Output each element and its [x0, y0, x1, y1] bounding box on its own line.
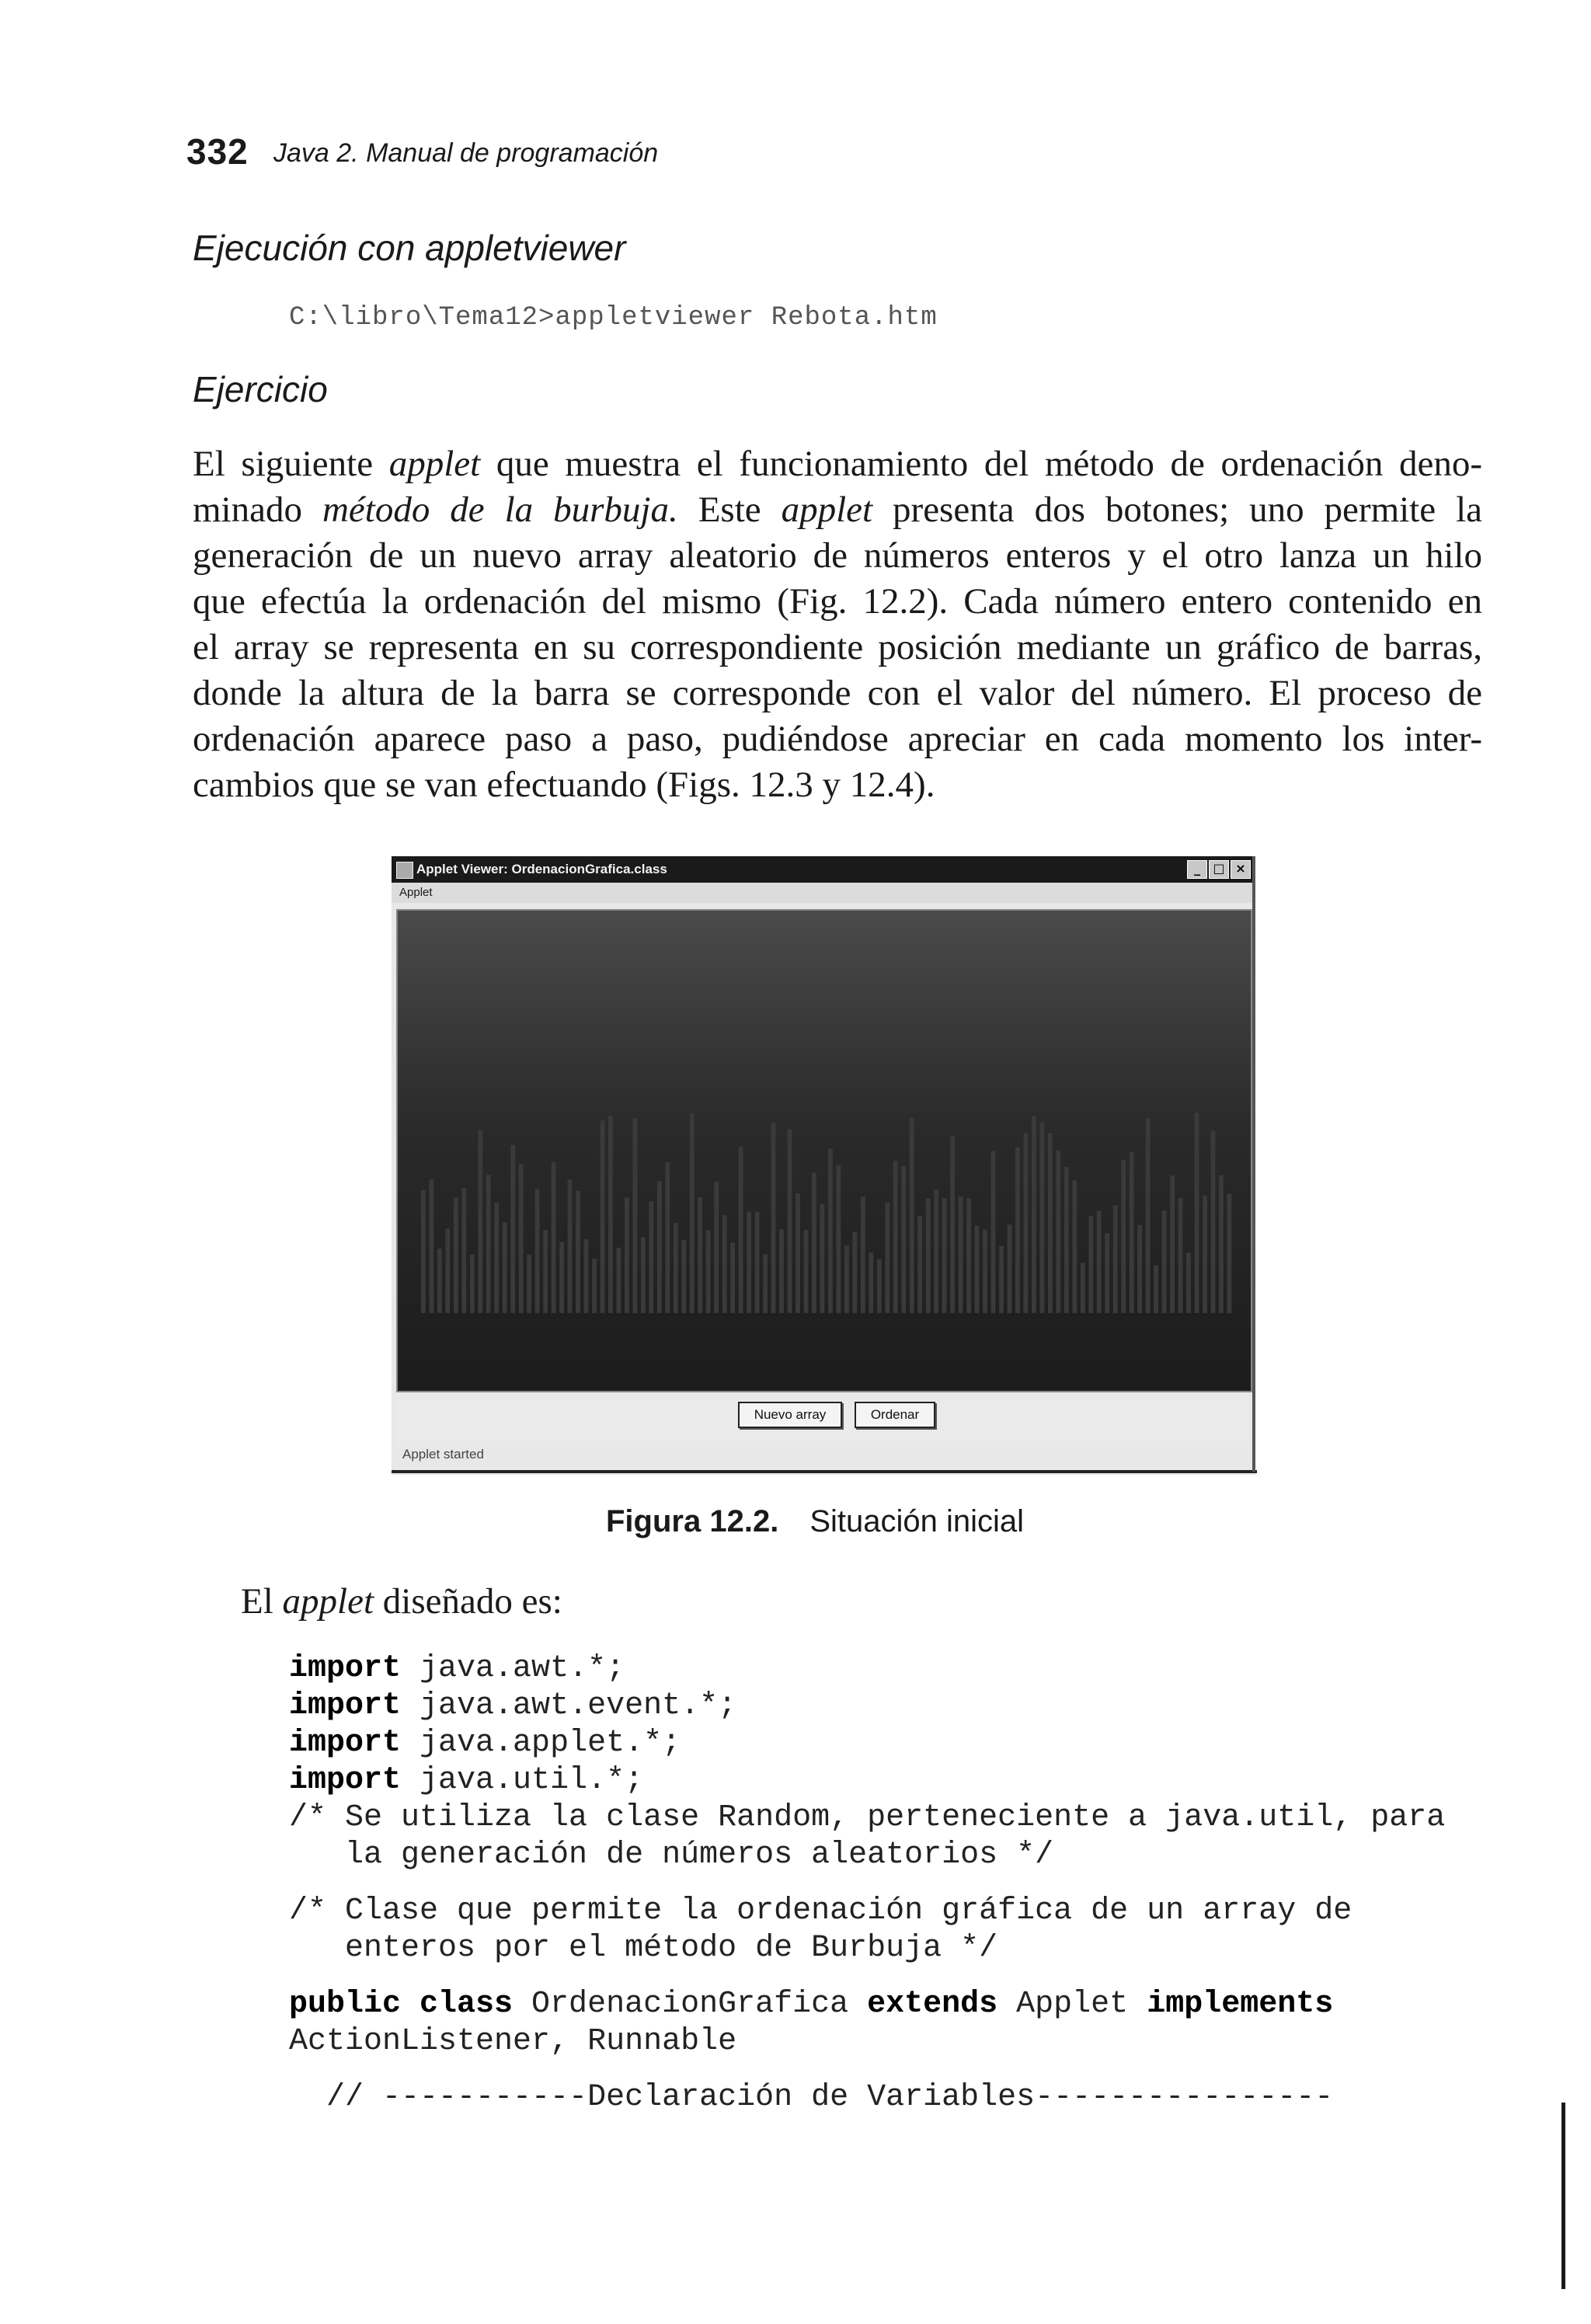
- close-icon[interactable]: ×: [1231, 860, 1251, 879]
- array-bar: [445, 1228, 450, 1313]
- paragraph-line: [193, 579, 1482, 625]
- code-text: java.util.*;: [401, 1763, 644, 1798]
- array-bar: [421, 1190, 426, 1313]
- status-divider: [392, 1470, 1257, 1473]
- code-text: java.applet.*;: [401, 1726, 681, 1761]
- array-bar: [674, 1223, 678, 1313]
- code-keyword: import: [289, 1726, 402, 1761]
- code-text: la generación de números aleatorios */: [289, 1838, 1054, 1873]
- array-bar: [714, 1182, 719, 1313]
- array-bar: [730, 1242, 735, 1313]
- paragraph-line: [193, 762, 1482, 808]
- array-bar: [779, 1229, 784, 1313]
- paragraph-text: donde la altura de la barra se corresponde con el valor del número. El proceso de: [193, 673, 1482, 713]
- window-title-bar: [392, 856, 1255, 883]
- code-text: Applet: [997, 1987, 1147, 2022]
- array-bar: [1137, 1225, 1142, 1313]
- array-bar: [665, 1162, 670, 1313]
- array-bar: [568, 1179, 573, 1313]
- code-text: /* Clase que permite la ordenación gráfica de un array de: [289, 1894, 1353, 1929]
- array-bar: [1162, 1211, 1167, 1313]
- code-intro-after: diseñado es:: [374, 1581, 562, 1622]
- array-bar: [641, 1237, 646, 1313]
- sort-button[interactable]: Ordenar: [855, 1402, 935, 1428]
- code-text: OrdenacionGrafica: [513, 1987, 868, 2022]
- array-bar: [1121, 1160, 1126, 1313]
- code-line: [289, 1930, 1445, 1967]
- paragraph-text: el array se representa en su correspondiente posición mediante un gráfico de barras,: [193, 627, 1482, 667]
- array-bar: [901, 1166, 906, 1313]
- array-bar: [1219, 1176, 1224, 1314]
- code-line: [289, 1986, 1445, 2023]
- array-bar: [966, 1198, 971, 1313]
- array-bar: [1186, 1253, 1191, 1313]
- new-array-button[interactable]: Nuevo array: [738, 1402, 842, 1428]
- array-bar: [601, 1120, 605, 1313]
- array-bar: [1170, 1176, 1175, 1313]
- array-bar: [461, 1188, 466, 1313]
- array-bar: [470, 1254, 475, 1313]
- array-bar: [552, 1162, 556, 1313]
- array-bar: [543, 1230, 548, 1313]
- applet-viewer-screenshot: [392, 856, 1255, 1475]
- array-bar: [796, 1193, 800, 1313]
- code-text: java.awt.event.*;: [401, 1688, 737, 1723]
- array-bar: [861, 1197, 865, 1313]
- menu-applet[interactable]: Applet: [399, 886, 433, 899]
- array-bar: [454, 1197, 458, 1313]
- array-bar: [804, 1230, 809, 1313]
- code-line: [289, 2061, 1445, 2079]
- paragraph-emphasis: método de la burbuja.: [322, 490, 678, 530]
- array-bar: [763, 1254, 768, 1313]
- minimize-icon[interactable]: _: [1187, 860, 1207, 879]
- code-line: [289, 1837, 1445, 1874]
- paragraph-emphasis: applet: [388, 444, 481, 484]
- array-bar: [983, 1230, 987, 1313]
- array-bar: [649, 1201, 653, 1313]
- array-bar: [1088, 1216, 1093, 1313]
- paragraph-text: El siguiente: [193, 444, 389, 484]
- array-bar: [1195, 1113, 1199, 1313]
- array-bar: [625, 1197, 629, 1313]
- section-heading-exercise: Ejercicio: [193, 369, 328, 409]
- array-bar: [706, 1231, 711, 1314]
- code-text: ActionListener, Runnable: [289, 2024, 737, 2059]
- array-bar: [877, 1260, 882, 1314]
- array-bar: [430, 1179, 434, 1313]
- array-bar: [917, 1216, 922, 1313]
- array-bar: [1008, 1225, 1012, 1313]
- array-bar: [1113, 1205, 1118, 1313]
- array-bar: [950, 1136, 955, 1313]
- array-bar: [503, 1222, 507, 1313]
- paragraph-line: [193, 441, 1482, 487]
- array-bar: [1015, 1148, 1020, 1313]
- array-bar: [510, 1145, 515, 1313]
- array-bar: [837, 1165, 841, 1313]
- array-bar: [1064, 1167, 1069, 1313]
- array-bar: [885, 1203, 889, 1314]
- code-line: [289, 1800, 1445, 1837]
- code-keyword: import: [289, 1651, 402, 1686]
- array-bar: [828, 1148, 833, 1313]
- menu-bar: [392, 883, 1255, 903]
- paragraph-line: [193, 625, 1482, 671]
- paragraph-text: que efectúa la ordenación del mismo (Fig. 12.2). Cada número entero contenido en: [193, 581, 1482, 622]
- array-bar: [681, 1240, 686, 1313]
- array-bar: [1081, 1263, 1085, 1313]
- code-line: [289, 1874, 1445, 1893]
- array-bar: [576, 1191, 580, 1314]
- margin-change-bar: [1561, 2103, 1565, 2289]
- array-bar: [1024, 1133, 1029, 1313]
- array-bar: [975, 1225, 980, 1313]
- window-title: Applet Viewer: OrdenacionGrafica.class: [416, 862, 667, 876]
- code-intro: [241, 1580, 562, 1622]
- array-bar: [1072, 1180, 1077, 1313]
- code-line: [289, 1650, 1445, 1688]
- array-bar: [519, 1165, 524, 1314]
- paragraph-line: [193, 671, 1482, 716]
- array-bar: [494, 1203, 499, 1313]
- array-bar: [690, 1113, 695, 1313]
- code-line: [289, 1967, 1445, 1986]
- body-paragraph: [193, 441, 1482, 808]
- section-heading-execution: Ejecución con appletviewer: [193, 228, 626, 268]
- array-bar: [535, 1189, 540, 1313]
- array-bar: [478, 1130, 482, 1313]
- array-bar: [1154, 1266, 1158, 1313]
- array-bar: [812, 1172, 816, 1313]
- array-bar: [1040, 1123, 1045, 1313]
- paragraph-text: que muestra el funcionamiento del método de ordenación deno-: [480, 444, 1482, 484]
- caption-text: Situación inicial: [809, 1504, 1025, 1538]
- code-line: [289, 1762, 1445, 1800]
- paragraph-text: minado: [193, 490, 322, 530]
- array-bar: [1105, 1233, 1109, 1313]
- paragraph-emphasis: applet: [781, 490, 873, 530]
- page-number: 332: [186, 131, 249, 172]
- code-intro-before: El: [241, 1581, 283, 1622]
- figure-right-border: [1252, 856, 1255, 1472]
- running-title: Java 2. Manual de programación: [273, 138, 659, 168]
- array-bar: [437, 1249, 442, 1313]
- code-line: [289, 2023, 1445, 2061]
- code-line: [289, 1688, 1445, 1725]
- maximize-icon[interactable]: □: [1209, 860, 1229, 879]
- paragraph-text: generación de un nuevo array aleatorio de números enteros y el otro lanza un hilo: [193, 535, 1482, 576]
- array-bar: [617, 1248, 621, 1313]
- array-bar: [852, 1232, 857, 1313]
- code-line: [289, 2079, 1445, 2117]
- code-keyword: implements: [1147, 1987, 1334, 2022]
- button-panel: [396, 1392, 1249, 1447]
- bar-chart-canvas: [396, 909, 1252, 1392]
- array-bar: [934, 1190, 938, 1313]
- array-bar: [942, 1198, 947, 1313]
- array-bar: [788, 1129, 792, 1313]
- code-line: [289, 1893, 1445, 1930]
- array-bar: [1227, 1193, 1232, 1313]
- paragraph-line: [193, 487, 1482, 533]
- array-bar: [869, 1253, 873, 1313]
- figure-caption: [606, 1504, 1024, 1539]
- paragraph-line: [193, 716, 1482, 762]
- array-bar: [1211, 1131, 1216, 1314]
- command-line: C:\libro\Tema12>appletviewer Rebota.htm: [289, 303, 938, 333]
- array-bar: [608, 1116, 613, 1313]
- array-bar: [584, 1239, 589, 1313]
- array-bar: [559, 1242, 564, 1313]
- array-bar: [1097, 1211, 1102, 1314]
- array-bar: [657, 1181, 662, 1313]
- array-bar: [991, 1151, 996, 1313]
- array-bar: [633, 1118, 638, 1313]
- array-bar: [926, 1198, 931, 1313]
- array-bars: [398, 911, 1251, 1391]
- caption-label: Figura 12.2.: [606, 1504, 779, 1538]
- array-bar: [527, 1255, 531, 1313]
- array-bar: [1032, 1116, 1036, 1313]
- array-bar: [820, 1204, 825, 1313]
- paragraph-text: presenta dos botones; uno permite la: [872, 490, 1482, 530]
- paragraph-text: cambios que se van efectuando (Figs. 12.3 y 12.4).: [193, 765, 935, 805]
- array-bar: [1056, 1151, 1060, 1314]
- array-bar: [1130, 1152, 1134, 1313]
- paragraph-text: ordenación aparece paso a paso, pudiéndose apreciar en cada momento los inter-: [193, 719, 1482, 759]
- code-text: // -----------Declaración de Variables----------------: [289, 2080, 1334, 2115]
- paragraph-text: Este: [677, 490, 782, 530]
- array-bar: [739, 1146, 743, 1313]
- paragraph-line: [193, 533, 1482, 579]
- status-text: Applet started: [402, 1447, 484, 1462]
- array-bar: [893, 1161, 898, 1313]
- array-bar: [486, 1175, 491, 1313]
- code-keyword: public class: [289, 1987, 514, 2022]
- array-bar: [959, 1197, 963, 1313]
- array-bar: [844, 1246, 849, 1313]
- array-bar: [698, 1197, 702, 1313]
- array-bar: [1146, 1118, 1151, 1313]
- code-text: /* Se utiliza la clase Random, perteneciente a java.util, para: [289, 1800, 1446, 1835]
- code-keyword: import: [289, 1763, 402, 1798]
- array-bar: [999, 1246, 1004, 1313]
- array-bar: [1203, 1196, 1207, 1313]
- array-bar: [1048, 1133, 1053, 1313]
- array-bar: [747, 1212, 751, 1313]
- array-bar: [592, 1259, 597, 1313]
- code-listing: [289, 1650, 1445, 2117]
- code-text: java.awt.*;: [401, 1651, 625, 1686]
- array-bar: [1178, 1198, 1183, 1313]
- code-keyword: import: [289, 1688, 402, 1723]
- code-line: [289, 1725, 1445, 1762]
- array-bar: [771, 1123, 776, 1313]
- app-icon: [396, 862, 413, 879]
- code-intro-italic: applet: [282, 1581, 374, 1622]
- array-bar: [910, 1118, 914, 1313]
- array-bar: [755, 1212, 760, 1313]
- array-bar: [722, 1215, 727, 1313]
- code-text: enteros por el método de Burbuja */: [289, 1931, 998, 1966]
- code-keyword: extends: [867, 1987, 998, 2022]
